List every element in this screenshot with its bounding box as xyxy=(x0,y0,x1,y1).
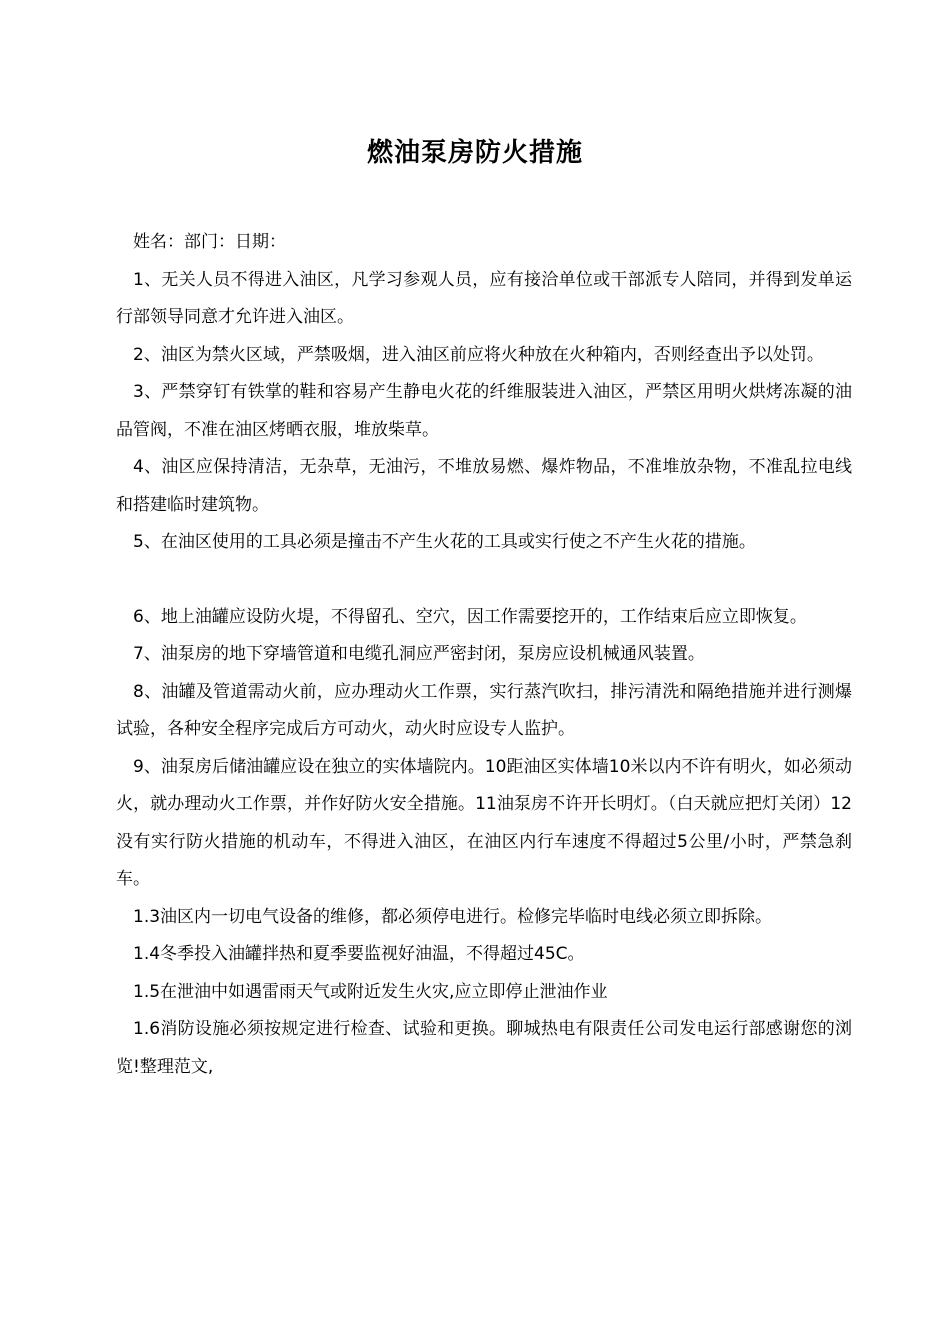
paragraph: 1.5在泄油中如遇雷雨天气或附近发生火灾,应立即停止泄油作业 xyxy=(133,981,608,1002)
paragraph: 1.4冬季投入油罐拌热和夏季要监视好油温，不得超过45C。 xyxy=(133,944,585,964)
paragraph: 6、地上油罐应设防火堤，不得留孔、空穴，因工作需要挖开的，工作结束后应立即恢复。 xyxy=(133,606,807,627)
paragraph: 1.3油区内一切电气设备的维修，都必须停电进行。检修完毕临时电线必须立即拆除。 xyxy=(133,906,773,927)
paragraph: 1、无关人员不得进入油区，凡学习参观人员，应有接洽单位或干部派专人陪同，并得到发单运行部领导同意才允许进入油区。 xyxy=(116,269,852,327)
paragraph: 3、严禁穿钉有铁掌的鞋和容易产生静电火花的纤维服装进入油区，严禁区用明火烘烤冻凝的油品管阀，不准在油区烤晒衣服，堆放柴草。 xyxy=(116,382,852,440)
paragraph: 7、油泵房的地下穿墙管道和电缆孔洞应严密封闭，泵房应设机械通风装置。 xyxy=(133,644,705,664)
page-title: 燃油泵房防火措施 xyxy=(366,138,583,168)
paragraph: 1.6消防设施必须按规定进行检查、试验和更换。聊城热电有限责任公司发电运行部感谢您的浏览!整理范文, xyxy=(116,1019,852,1077)
paragraph: 2、油区为禁火区域，严禁吸烟，进入油区前应将火种放在火种箱内，否则经查出予以处罚。 xyxy=(133,344,824,365)
paragraph: 9、油泵房后储油罐应设在独立的实体墙院内。10距油区实体墙10米以内不许有明火，如必须动火，就办理动火工作票，并作好防火安全措施。11油泵房不许开长明灯。（白天就应把灯关闭）12没有实行防火措施的机动车，不得进入油区，在油区内行车速度不得超过5公里/小时，严禁急刹车。 xyxy=(116,756,852,889)
document-body xyxy=(116,224,852,1086)
paragraph: 5、在油区使用的工具必须是撞击不产生火花的工具或实行使之不产生火花的措施。 xyxy=(133,532,756,552)
header-line: 姓名：部门：日期： xyxy=(133,232,286,252)
paragraph: 4、油区应保持清洁，无杂草，无油污，不堆放易燃、爆炸物品，不准堆放杂物，不准乱拉电线和搭建临时建筑物。 xyxy=(116,457,852,515)
paragraph: 8、油罐及管道需动火前，应办理动火工作票，实行蒸汽吹扫，排污清洗和隔绝措施并进行测爆试验，各种安全程序完成后方可动火，动火时应设专人监护。 xyxy=(116,681,852,739)
